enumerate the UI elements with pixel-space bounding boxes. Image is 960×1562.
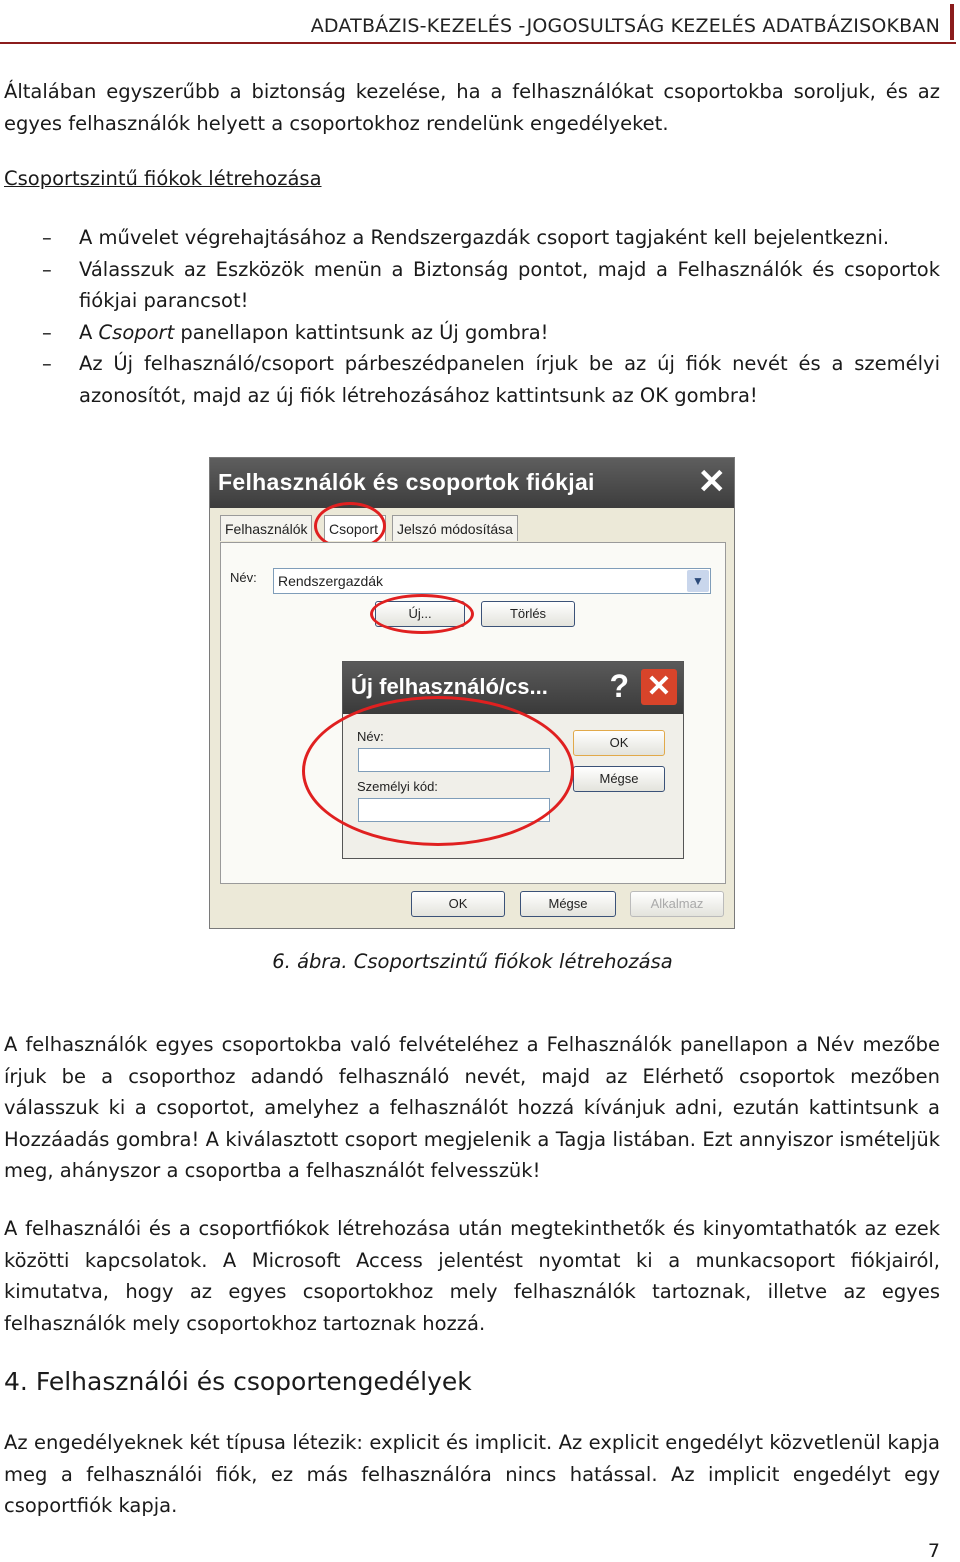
list-dash: – xyxy=(42,352,52,376)
step-text: Az Új felhasználó/csoport párbeszédpanelen írjuk be az új fiók nevét és a személyi azonosítót, majd az új fiók létrehozásához kattintsunk az OK gombra! xyxy=(79,352,940,407)
page-number: 7 xyxy=(927,1540,940,1562)
tab-password[interactable]: Jelszó módosítása xyxy=(392,515,518,541)
dialog-title: Új felhasználó/cs... xyxy=(351,674,548,699)
step-text-emphasis: Csoport xyxy=(98,320,175,344)
list-item xyxy=(0,222,940,254)
list-item xyxy=(0,254,940,317)
paragraph-permissions: Az engedélyeknek két típusa létezik: explicit és implicit. Az explicit engedélyt közvetlenül kapja meg a felhasználói fiók, ez más felhasználóra nincs hatással. Az implicit engedélyt egy csoportfiók kapja. xyxy=(4,1431,940,1518)
header-accent-bar xyxy=(950,4,954,40)
step-text: Válasszuk az Eszközök menün a Biztonság pontot, majd a Felhasználók és csoportok fiókjai parancsot! xyxy=(79,257,940,313)
figure-caption: 6. ábra. Csoportszintű fiókok létrehozása xyxy=(272,950,673,973)
help-icon[interactable]: ? xyxy=(609,668,629,704)
tab-users[interactable]: Felhasználók xyxy=(220,515,312,541)
close-icon[interactable]: ✕ xyxy=(641,669,677,705)
list-dash: – xyxy=(42,257,52,281)
dialog-ok-button[interactable]: OK xyxy=(573,730,665,756)
section-heading xyxy=(4,1367,472,1396)
close-icon[interactable]: ✕ xyxy=(697,463,726,501)
list-item xyxy=(0,348,940,411)
cancel-button[interactable]: Mégse xyxy=(520,891,616,917)
apply-button: Alkalmaz xyxy=(630,891,724,917)
figure-screenshot xyxy=(209,457,735,929)
intro-paragraph: Általában egyszerűbb a biztonság kezelése, ha a felhasználókat csoportokba soroljuk, és az egyes felhasználók helyett a csoportokhoz rendelünk engedélyeket. xyxy=(4,80,940,135)
dialog-cancel-button[interactable]: Mégse xyxy=(573,766,665,792)
section-number: 4. xyxy=(4,1367,28,1396)
list-item xyxy=(0,317,940,349)
highlight-circle-new-button xyxy=(370,594,474,634)
name-select[interactable] xyxy=(273,568,711,594)
chevron-down-icon[interactable]: ▼ xyxy=(687,570,709,592)
window-titlebar xyxy=(210,458,734,508)
window-title: Felhasználók és csoportok fiókjai xyxy=(218,469,595,495)
dialog-name-label: Név: xyxy=(357,729,384,744)
tab-strip xyxy=(220,515,720,543)
group-accounts-heading: Csoportszintű fiókok létrehozása xyxy=(4,167,322,190)
new-button[interactable]: Új... xyxy=(375,601,465,627)
list-dash: – xyxy=(42,226,52,249)
section-title: Felhasználói és csoportengedélyek xyxy=(35,1367,472,1396)
list-dash: – xyxy=(42,320,52,344)
dialog-personal-id-label: Személyi kód: xyxy=(357,779,438,794)
paragraph-groups: A felhasználók egyes csoportokba való felvételéhez a Felhasználók panellapon a Név mezőbe írjuk be a csoporthoz adandó felhasználó nevét, majd az Elérhető csoportok mezőben válasszuk ki a csoportot, amelyhez a felhasználót hozzá kívánjuk adni, ezután kattintsunk a Hozzáadás gombra! A kiválasztott csoport megjelenik a Tagja listában. Ezt annyiszor ismételjük meg, ahányszor a csoportba a felhasználót felvesszük! xyxy=(4,1033,940,1183)
highlight-circle-dialog-fields xyxy=(302,696,574,846)
running-header: ADATBÁZIS-KEZELÉS -JOGOSULTSÁG KEZELÉS ADATBÁZISOKBAN xyxy=(310,15,940,37)
ok-button[interactable]: OK xyxy=(411,891,505,917)
step-text-suffix: panellapon kattintsunk az Új gombra! xyxy=(174,320,549,344)
step-text: A művelet végrehajtásához a Rendszergazdák csoport tagjaként kell bejelentkezni. xyxy=(79,226,890,249)
name-select-value: Rendszergazdák xyxy=(278,573,384,589)
tab-group[interactable]: Csoport xyxy=(324,515,386,541)
header-rule xyxy=(0,42,956,44)
step-text-prefix: A xyxy=(79,320,99,344)
delete-button[interactable]: Törlés xyxy=(481,601,575,627)
steps-list xyxy=(0,222,940,412)
paragraph-reports: A felhasználói és a csoportfiókok létrehozása után megtekinthetők és kinyomtathatók az ezek közötti kapcsolatok. A Microsoft Access jelentést nyomtat ki a munkacsoport fiókjairól, kimutatva, hogy az egyes csoportokhoz mely felhasználók tartoznak, illetve az egyes felhasználók mely csoportokhoz tartoznak hozzá. xyxy=(4,1217,940,1335)
name-label: Név: xyxy=(230,570,257,585)
